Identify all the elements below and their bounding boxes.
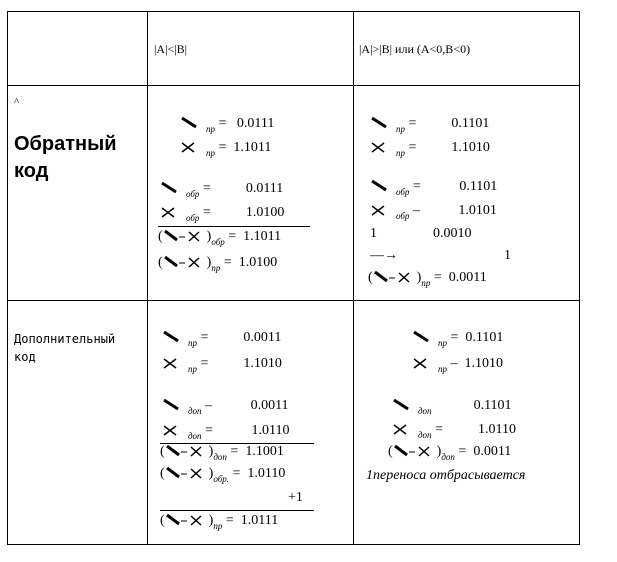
rev-left-sum-pr: ( )$_{пр} = 1.0100$ [158, 255, 278, 274]
rev-left-a-obr: $_{обр}$ = 0.0111 [160, 181, 283, 197]
value: 1.0110 [251, 423, 290, 439]
a-minus-b-icon [163, 229, 207, 245]
value: 1.1010 [243, 356, 282, 372]
column-divider-1 [147, 12, 148, 544]
a-minus-b-icon [373, 270, 417, 286]
b-symbol-icon [162, 423, 188, 439]
value: 1.1010 [451, 140, 490, 156]
add-left-sum-obr: ( )$_{обр.} = 1.0110$ [160, 466, 286, 485]
value: 1.0110 [477, 422, 516, 438]
subscript-dop: доп [418, 430, 432, 441]
a-minus-b-icon [165, 513, 209, 529]
rev-left-b-obr: $_{обр}$ = 1.0100 [160, 205, 284, 221]
a-minus-b-icon [165, 466, 209, 482]
subscript-pr: пр [188, 364, 197, 375]
subscript-dop: доп [418, 406, 432, 417]
value: 1.0100 [245, 205, 285, 221]
a-symbol-icon [162, 398, 188, 414]
subscript-obr: обр [396, 211, 410, 222]
add-left-a-pr: $_{пр}$ = 0.0011 [162, 330, 281, 346]
b-symbol-icon [160, 205, 186, 221]
add-right-a-pr: $_{пр}$ = 0.1101 [412, 330, 503, 346]
a-symbol-icon [370, 116, 396, 132]
value: 1.0111 [240, 513, 279, 529]
a-symbol-icon [180, 116, 206, 132]
subscript-dop: доп [441, 452, 455, 463]
b-symbol-icon [392, 422, 418, 438]
a-minus-b-icon [163, 255, 207, 271]
value: 1.1001 [245, 444, 284, 460]
add-left-plus-one: +1 [288, 490, 303, 505]
add-right-a-dop [392, 398, 512, 417]
a-symbol-icon [370, 179, 396, 195]
add-left-b-dop: $_{доп}$ = 1.0110 [162, 423, 289, 439]
value: 0.1101 [473, 398, 512, 414]
row-title-additional-line2: код [14, 350, 36, 364]
subscript-obr: обр. [213, 474, 230, 485]
subscript-pr: пр [396, 124, 405, 135]
value: 0.0011 [250, 398, 289, 414]
caret-mark: ^ [14, 96, 20, 108]
subscript-dop: доп [188, 406, 202, 417]
value: 0.1101 [451, 116, 490, 132]
subscript-pr: пр [188, 338, 197, 349]
sum-rule [158, 226, 310, 227]
b-symbol-icon [180, 140, 206, 156]
add-right-b-dop: $_{доп}$ = 1.0110 [392, 422, 516, 438]
rev-left-a-pr: $_{пр}$ = 0.0111 [180, 116, 274, 132]
b-symbol-icon [162, 356, 188, 372]
subscript-pr: пр [438, 338, 447, 349]
subscript-pr: пр [438, 364, 447, 375]
arrow-right-icon: —→ [370, 248, 398, 263]
value: 0.0111 [245, 181, 284, 197]
comparison-table [7, 11, 580, 545]
row-title-reverse-line1: Обратный [14, 133, 117, 155]
rev-right-arrow-line [370, 248, 398, 264]
subscript-pr: пр [213, 521, 223, 532]
header-col-abs-greater: |A|>|B| или (A<0,B<0) [359, 42, 471, 56]
rev-right-carry-add: 1 [504, 248, 511, 263]
b-symbol-icon [370, 140, 396, 156]
row-divider-2 [8, 300, 579, 301]
value: 0.0011 [448, 270, 487, 286]
b-symbol-icon [412, 356, 438, 372]
add-left-sum-pr: ( )$_{пр} = 1.0111$ [160, 513, 279, 532]
rev-right-sum-pr: ( )$_{пр} = 0.0011$ [368, 270, 487, 289]
carry-discarded-note: 1переноса отбрасывается [366, 468, 526, 483]
value: 1.1011 [243, 229, 282, 245]
rev-right-carry [370, 226, 472, 242]
a-minus-b-icon [393, 444, 437, 460]
add-right-b-pr: $_{пр}$ – 1.1010 [412, 356, 503, 372]
add-left-sum-dop: ( )$_{доп} = 1.1001$ [160, 444, 284, 463]
subscript-pr: пр [211, 263, 221, 274]
header-col-abs-less: |A|<|B| [154, 42, 188, 56]
a-minus-b-icon [165, 444, 209, 460]
value: 1.1011 [233, 140, 272, 156]
rev-right-b-pr: $_{пр}$ = 1.1010 [370, 140, 490, 156]
a-symbol-icon [162, 330, 188, 346]
value: 0.0011 [243, 330, 282, 346]
a-symbol-icon [160, 181, 186, 197]
subscript-obr: обр [211, 237, 225, 248]
value: 1.0101 [458, 203, 497, 219]
subscript-pr: пр [396, 148, 405, 159]
value: 0.0111 [236, 116, 275, 132]
carry-digit: 1 [370, 226, 377, 241]
subscript-pr: пр [206, 124, 215, 135]
row-title-reverse-line2: код [14, 160, 49, 182]
rev-left-b-pr: $_{пр}$ = 1.1011 [180, 140, 271, 156]
row-divider-1 [8, 85, 579, 86]
value: 0.1101 [459, 179, 498, 195]
add-right-sum-dop: ( )$_{доп} = 0.0011$ [388, 444, 512, 463]
sum-rule [160, 510, 314, 511]
value: 1.1010 [464, 356, 503, 372]
a-symbol-icon [412, 330, 438, 346]
row-title-additional-line1: Дополнительный [14, 332, 116, 346]
value: 0.0010 [433, 226, 472, 241]
value: 1.0110 [247, 466, 286, 482]
rev-left-sum-obr: ( )$_{обр} = 1.1011$ [158, 229, 282, 248]
rev-right-a-obr: $_{обр}$ = 0.1101 [370, 179, 497, 195]
b-symbol-icon [370, 203, 396, 219]
column-divider-2 [353, 12, 354, 544]
subscript-obr: обр [186, 189, 200, 200]
add-left-a-dop: $_{доп}$ – 0.0011 [162, 398, 289, 414]
subscript-dop: доп [188, 431, 202, 442]
subscript-pr: пр [206, 148, 215, 159]
rev-right-a-pr: $_{пр}$ = 0.1101 [370, 116, 489, 132]
add-left-b-pr: $_{пр}$ = 1.1010 [162, 356, 282, 372]
subscript-obr: обр [396, 187, 410, 198]
subscript-dop: доп [213, 452, 227, 463]
subscript-pr: пр [421, 278, 431, 289]
value: 1.0100 [238, 255, 278, 271]
subscript-obr: обр [186, 213, 200, 224]
value: 0.0011 [473, 444, 512, 460]
rev-right-b-obr: $_{обр}$ – 1.0101 [370, 203, 497, 219]
value: 0.1101 [465, 330, 504, 346]
a-symbol-icon [392, 398, 418, 414]
